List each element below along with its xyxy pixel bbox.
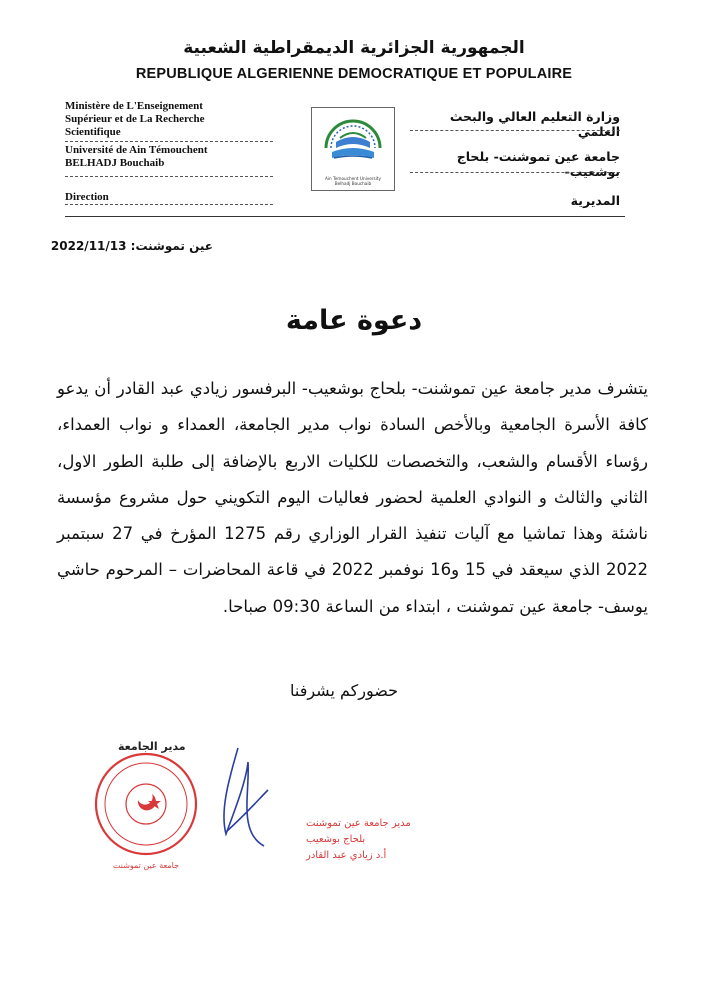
fr-ministry-line2: Supérieur et de La Recherche <box>65 113 205 125</box>
fr-university-line2: BELHADJ Bouchaib <box>65 157 165 169</box>
ar-ministry: وزارة التعليم العالي والبحث العلمي <box>449 109 620 139</box>
fr-direction: Direction <box>65 191 109 203</box>
fr-republic-heading: REPUBLIQUE ALGERIENNE DEMOCRATIQUE ET POPULAIRE <box>135 66 573 82</box>
header-divider <box>410 172 620 173</box>
document-title: دعوة عامة <box>285 305 423 336</box>
ar-university: جامعة عين تموشنت- بلحاج بوشعيب- <box>456 149 620 179</box>
official-stamp <box>88 742 411 870</box>
header-divider <box>65 141 273 142</box>
logo-caption <box>312 176 394 186</box>
stamp-ring-text: جامعة عين تموشنت <box>112 861 180 870</box>
logo-caption-line2: Belhadj Bouchaib <box>334 181 372 186</box>
ar-direction: المديرية <box>570 193 620 208</box>
stamp-text-top: مدير جامعة عين تموشنت <box>306 818 411 829</box>
header-divider <box>65 204 273 205</box>
ar-republic-heading: الجمهورية الجزائرية الديمقراطية الشعبية <box>183 38 525 58</box>
fr-ministry-block <box>65 100 273 139</box>
handwritten-signature <box>224 748 268 846</box>
header-rule <box>65 216 625 217</box>
fr-ministry-line3: Scientifique <box>65 126 121 138</box>
fr-ministry-line1: Ministère de L'Enseignement <box>65 100 203 112</box>
fr-university-line1: Université de Ain Témouchent <box>65 144 208 156</box>
header-divider <box>410 130 620 131</box>
university-logo <box>311 107 395 191</box>
stamp-text-middle: بلحاج بوشعيب <box>306 834 366 845</box>
header-divider <box>65 176 273 177</box>
signature-title: مدير الجامعة <box>118 740 186 753</box>
fr-university-block <box>65 144 273 170</box>
body-paragraph: يتشرف مدير جامعة عين تموشنت- بلحاج بوشعيب- البرفسور زيادي عبد القادر أن يدعو كافة الأسرة الجامعية وبالأخص السادة نواب مدير الجامعة، العمداء و نواب العمداء، رؤساء الأقسام والشعب، والتخصصات للكليات الاربع بالإضافة إلى طلبة الطور الاول، الثاني والثالث و النوادي العلمية لحضور فعاليات اليوم التكويني حول مشروع مؤسسة ناشئة وهذا تماشيا مع آليات تنفيذ القرار الوزاري رقم 1275 المؤرخ في 27 سبتمبر 2022 الذي سيعقد في 15 و16 نوفمبر 2022 في قاعة المحاضرات – المرحوم حاشي يوسف- جامعة عين تموشنت ، ابتداء من الساعة 09:30 صباحا. <box>57 379 648 616</box>
stamp-text-bottom: أ.د زيادي عبد القادر <box>306 850 387 861</box>
logo-caption-line1: Ain Temouchent University <box>324 176 381 181</box>
university-emblem-icon <box>312 108 394 170</box>
closing-line: حضوركم يشرفنا <box>289 681 398 700</box>
date-line: عين تموشنت: 2022/11/13 <box>50 239 213 253</box>
